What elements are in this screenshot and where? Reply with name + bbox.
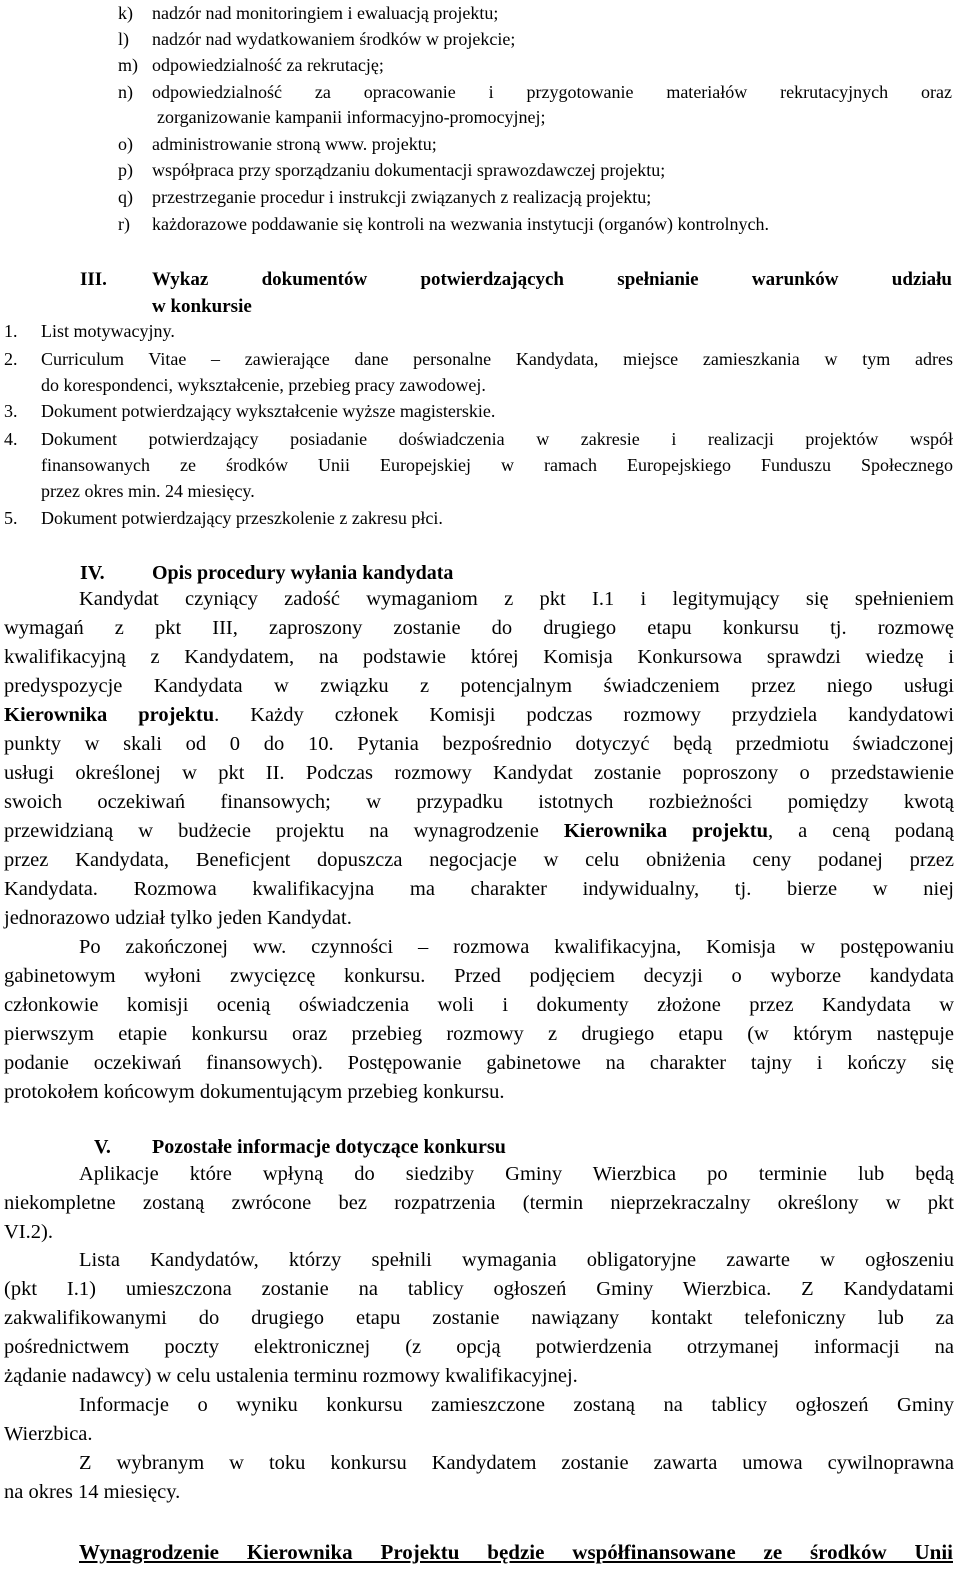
- paragraph: Kandydat czyniący zadość wymaganiom z pkt I.1 i legitymujący się spełnieniem wymagań z pkt III, zaproszony zostanie do drugiego etapu konkursu tj. rozmowę kwalifikacyjną z Kandydatem, na podstawie której Komisja Konkursowa sprawdzi wiedzę i predyspozycje Kandydata w związku z potencjalnym świadczeniem przez niego usługi Kierownika projektu. Każdy członek Komisji podczas rozmowy przydziela kandydatowi punkty w skali od 0 do 10. Pytania bezpośrednio dotyczyć będą przedmiotu świadczonej usługi określonej w pkt II. Podczas rozmowy Kandydat zostanie poproszony o przedstawienie swoich oczekiwań finansowych; w przypadku istotnych rozbieżności pomiędzy kwotą przewidzianą w budżecie projektu na wynagrodzenie Kierownika projektu, a ceną podaną przez Kandydata, Beneficjent dopuszcza negocjacje w celu obniżenia ceny podanej przez Kandydata. Rozmowa kwalifikacyjna ma charakter indywidualny, tj. bierze w niej jednorazowo udział tylko jeden Kandydat.: [4, 588, 954, 929]
- document-item: 3. Dokument potwierdzający wykształcenie wyższe magisterskie.: [4, 401, 496, 421]
- document-item: 5. Dokument potwierdzający przeszkolenie z zakresu płci.: [4, 508, 443, 528]
- section-number: III.: [80, 269, 107, 290]
- paragraph: Z wybranym w toku konkursu Kandydatem zostanie zawarta umowa cywilnoprawna na okres 14 miesięcy.: [4, 1452, 954, 1503]
- section-title-continuation: w konkursie: [152, 296, 252, 317]
- paragraph: Lista Kandydatów, którzy spełnili wymagania obligatoryjne zawarte w ogłoszeniu (pkt I.1) umieszczona zostanie na tablicy ogłoszeń Gminy Wierzbica. Z Kandydatami zakwalifikowanymi do drugiego etapu zostanie nawiązany kontakt telefoniczny lub za pośrednictwem poczty elektronicznej (z opcją potwierdzenia otrzymanej informacji na żądanie nadawcy) w celu ustalenia terminu rozmowy kwalifikacyjnej.: [4, 1249, 954, 1387]
- funding-heading: Wynagrodzenie Kierownika Projektu będzie współfinansowane ze środków Unii: [79, 1540, 953, 1564]
- paragraph: Po zakończonej ww. czynności – rozmowa kwalifikacyjna, Komisja w postępowaniu gabinetowym wyłoni zwycięzcę konkursu. Przed podjęciem decyzji o wyborze kandydata członkowie komisji ocenią oświadczenia woli i dokumenty złożone przez Kandydata w pierwszym etapie konkursu oraz przebieg rozmowy z drugiego etapu (w którym następuje podanie oczekiwań finansowych). Postępowanie gabinetowe na charakter tajny i kończy się protokołem końcowym dokumentującym przebieg konkursu.: [4, 936, 954, 1103]
- section-number: IV.: [80, 562, 105, 584]
- document-item: 4. Dokument potwierdzający posiadanie doświadczenia w zakresie i realizacji projektów współ finansowanych ze środków Unii Europejskiej w ramach Europejskiego Funduszu Społecznego przez okres min. 24 miesięcy.: [4, 429, 953, 501]
- document-item: 2. Curriculum Vitae – zawierające dane personalne Kandydata, miejsce zamieszkania w tym adres do korespondenci, wykształcenie, przebieg pracy zawodowej.: [4, 349, 953, 395]
- section-title: Pozostałe informacje dotyczące konkursu: [152, 1136, 506, 1158]
- line-with-bold: przewidzianą w budżecie projektu na wynagrodzenie Kierownika projektu, a ceną podaną: [4, 820, 954, 842]
- section-title: Opis procedury wyłania kandydata: [152, 562, 454, 584]
- paragraph: Aplikacje które wpłyną do siedziby Gminy Wierzbica po terminie lub będą niekompletne zostaną zwrócone bez rozpatrzenia (termin nieprzekraczalny określony w pkt VI.2).: [4, 1163, 954, 1243]
- line-with-bold: Kierownika projektu. Każdy członek Komisji podczas rozmowy przydziela kandydatowi: [4, 704, 954, 726]
- document-page: k) nadzór nad monitoringiem i ewaluacją projektu; l) nadzór nad wydatkowaniem środków w projekcie; m) odpowiedzialność za rekrutację; n) odpowiedzialność za opracowanie i przygotowanie materiałów rekrutacyjnych oraz zorganizowanie kampanii informacyjno-promocyjnej; o) administrowanie stroną www. projektu; p) współpraca przy sporządzaniu dokumentacji sprawozdawczej projektu; q) przestrzeganie procedur i instrukcji związanych z realizacją projektu; r) każdorazowe poddawanie się kontroli na wezwania instytucji (organów) kontrolnych. III. Wykaz dokumentów potwierdzających spełnianie warunków udziału w konkursie 1. List motywacyjny. 2. Curriculum Vitae – zawierające dane personalne Kandydata, miejsce zamieszkania w tym adres do korespondenci, wykształcenie, przebieg pracy zawodowej. 3. Dokument potwierdzający wykształcenie wyższe magisterskie. 4. Dokument potwierdzający posiadanie doświadczenia w zakresie i realizacji projektów współ finansowanych ze środków Unii Europejskiej w ramach Europejskiego Funduszu Społecznego przez okres min. 24 miesięcy. 5. Dokument potwierdzający przeszkolenie z zakresu płci. IV. Opis procedury wyłania kandydata Kandydat czyniący zadość wymaganiom z pkt I.1 i legitymujący się spełnieniem wymagań z pkt III, zaproszony zostanie do drugiego etapu konkursu tj. rozmowę kwalifikacyjną z Kandydatem, na podstawie której Komisja Konkursowa sprawdzi wiedzę i predyspozycje Kandydata w związku z potencjalnym świadczeniem przez niego usługi Kierownika projektu. Każdy członek Komisji podczas rozmowy przydziela kandydatowi punkty w skali od 0 do 10. Pytania bezpośrednio dotyczyć będą przedmiotu świadczonej usługi określonej w pkt II. Podczas rozmowy Kandydat zostanie poproszony o przedstawienie swoich oczekiwań finansowych; w przypadku istotnych rozbieżności pomiędzy kwotą przewidzianą w budżecie projektu na wynagrodzenie Kierownika projektu, a ceną podaną przez Kandydata, Beneficjent dopuszcza negocjacje w celu obniżenia ceny podanej przez Kandydata. Rozmowa kwalifikacyjna ma charakter indywidualny, tj. bierze w niej jednorazowo udział tylko jeden Kandydat. Po zakończonej ww. czynności – rozmowa kwalifikacyjna, Komisja w postępowaniu gabinetowym wyłoni zwycięzcę konkursu. Przed podjęciem decyzji o wyborze kandydata członkowie komisji ocenią oświadczenia woli i dokumenty złożone przez Kandydata w pierwszym etapie konkursu oraz przebieg rozmowy z drugiego etapu (w którym następuje podanie oczekiwań finansowych). Postępowanie gabinetowe na charakter tajny i kończy się protokołem końcowym dokumentującym przebieg konkursu. V. Pozostałe informacje dotyczące konkursu Aplikacje które wpłyną do siedziby Gminy Wierzbica po terminie lub będą niekompletne zostaną zwrócone bez rozpatrzenia (termin nieprzekraczalny określony w pkt VI.2). Lista Kandydatów, którzy spełnili wymagania obligatoryjne zawarte w ogłoszeniu (pkt I.1) umieszczona zostanie na tablicy ogłoszeń Gminy Wierzbica. Z Kandydatami zakwalifikowanymi do drugiego etapu zostanie nawiązany kontakt telefoniczny lub za pośrednictwem poczty elektronicznej (z opcją potwierdzenia otrzymanej informacji na żądanie nadawcy) w celu ustalenia terminu rozmowy kwalifikacyjnej. Informacje o wyniku konkursu zamieszczone zostaną na tablicy ogłoszeń Gminy Wierzbica. Z wybranym w toku konkursu Kandydatem zostanie zawarta umowa cywilnoprawna na okres 14 miesięcy. Wynagrodzenie Kierownika Projektu będzie współfinansowane ze środków Unii: [0, 0, 960, 1573]
- section-number: V.: [94, 1136, 111, 1158]
- paragraph: Informacje o wyniku konkursu zamieszczone zostaną na tablicy ogłoszeń Gminy Wierzbica.: [4, 1394, 954, 1445]
- document-item: 1. List motywacyjny.: [4, 321, 175, 341]
- section-title: Wykaz dokumentów potwierdzających spełnianie warunków udziału: [152, 269, 952, 290]
